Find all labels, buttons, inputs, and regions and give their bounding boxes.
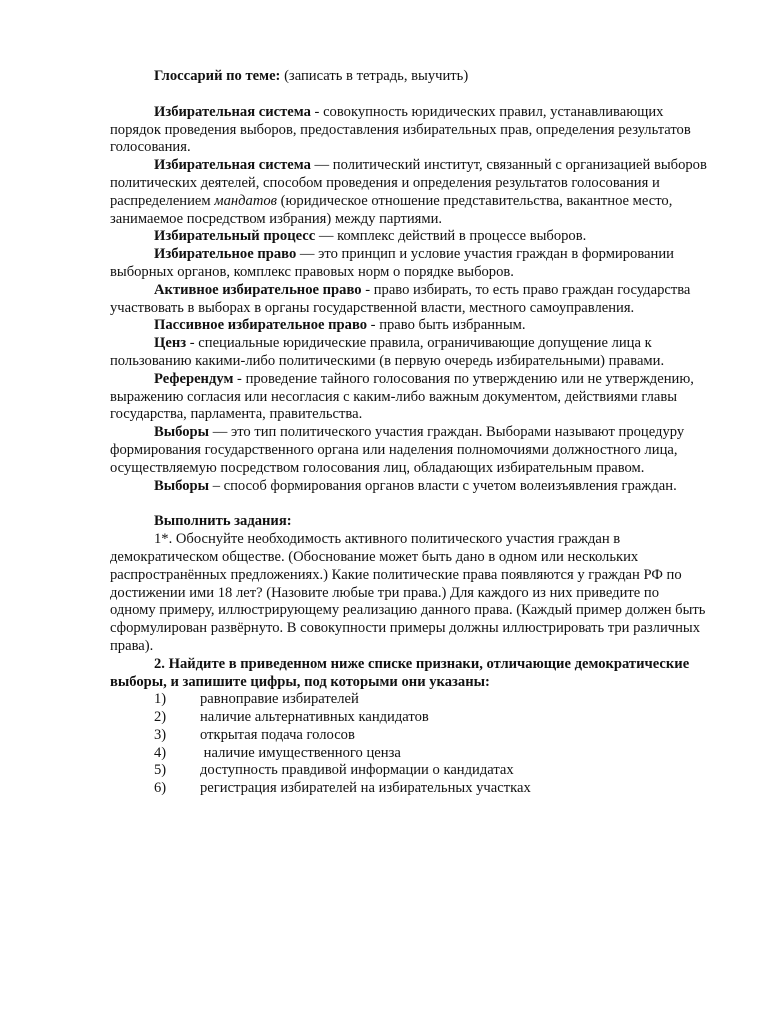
list-item-number: 1)	[154, 691, 167, 708]
list-item-text: наличие имущественного ценза	[200, 744, 401, 761]
glossary-entry: Референдум - проведение тайного голосования по утверждению или не утверждению, выражению согласия или несогласия с каким-либо важным документом, действиями главы государства, парламента, правительства.	[110, 370, 694, 423]
glossary-term: Избирательная система	[154, 157, 311, 174]
glossary-entry: Активное избирательное право - право избирать, то есть право граждан государства участвовать в выборах в органы государственной власти, местного самоуправления.	[110, 281, 691, 316]
glossary-term: Избирательное право	[154, 246, 297, 263]
glossary-definition: политический институт, связанный с организацией выборов политических деятелей, способом проведения и определения результатов голосования и распределением	[110, 157, 707, 209]
options-list	[110, 691, 708, 798]
glossary-term: Избирательный процесс	[154, 228, 316, 245]
glossary-term: Активное избирательное право	[154, 281, 362, 298]
list-item-number: 2)	[154, 709, 167, 726]
glossary-definition: это принцип и условие участия граждан в формировании выборных органов, комплекс правовых норм о порядке выборов.	[110, 246, 674, 280]
glossary-definition: комплекс действий в процессе выборов.	[337, 228, 587, 245]
list-item-number: 5)	[154, 762, 167, 779]
list-item	[110, 727, 708, 745]
glossary-entry: Выборы — это тип политического участия граждан. Выборами называют процедуру формирования государственного органа или наделения полномочиями должностного лица, осуществляемую посредством голосования лиц, обладающих избирательным правом.	[110, 424, 685, 476]
glossary-term: Пассивное избирательное право	[154, 317, 368, 334]
glossary-definition: специальные юридические правила, ограничивающие допущение лица к пользованию какими-либо политическими (в первую очередь избирательными) правами.	[110, 335, 665, 369]
document-page	[110, 68, 708, 798]
glossary-entry: Избирательное право — это принцип и условие участия граждан в формировании выборных органов, комплекс правовых норм о порядке выборов.	[110, 246, 674, 280]
list-item-text: доступность правдивой информации о кандидатах	[200, 762, 514, 779]
task-2	[110, 656, 708, 692]
tasks-title-line	[110, 513, 708, 531]
glossary-entry: Ценз - специальные юридические правила, ограничивающие допущение лица к пользованию какими-либо политическими (в первую очередь избирательными) правами.	[110, 335, 665, 369]
glossary-header	[110, 68, 708, 86]
list-item-number: 6)	[154, 780, 167, 797]
list-item-text: регистрация избирателей на избирательных участках	[200, 780, 531, 797]
glossary-definition: способ формирования органов власти с учетом волеизъявления граждан.	[223, 477, 677, 494]
glossary-term: Избирательная система	[154, 103, 311, 120]
glossary-definition: совокупность юридических правил, устанавливающих порядок проведения выборов, предоставления избирательных прав, определения результатов голосования.	[110, 103, 691, 156]
list-item	[110, 691, 708, 709]
glossary-title: Глоссарий по теме:	[154, 68, 281, 84]
task-1: 1*. Обоснуйте необходимость активного политического участия граждан в демократическом обществе. (Обоснование может быть дано в одном или нескольких распространённых предложениях.) Какие политические права появляются у граждан РФ по достижении ими 18 лет? (Назовите любые три права.) Для каждого из них приведите по одному примеру, иллюстрирующему реализацию данного права. (Каждый пример должен быть сформулирован развёрнуто. В совокупности примеры должны иллюстрировать три различных права).	[110, 531, 706, 654]
glossary-term: Ценз	[154, 335, 187, 352]
glossary-term: Выборы	[154, 477, 210, 494]
glossary-note: (записать в тетрадь, выучить)	[280, 68, 469, 84]
glossary-definition: право быть избранным.	[379, 317, 526, 334]
tasks-title: Выполнить задания:	[154, 513, 292, 530]
glossary-entry: Пассивное избирательное право - право быть избранным.	[154, 317, 526, 334]
list-item	[110, 745, 708, 763]
glossary-entry: Избирательный процесс — комплекс действий в процессе выборов.	[154, 228, 587, 245]
glossary-entry: Избирательная система - совокупность юридических правил, устанавливающих порядок проведения выборов, предоставления избирательных прав, определения результатов голосования.	[110, 103, 691, 156]
glossary-italic-term: мандатов	[214, 192, 277, 209]
list-item	[110, 780, 708, 798]
glossary-definition: право избирать, то есть право граждан государства участвовать в выборах в органы государственной власти, местного самоуправления.	[110, 281, 691, 316]
list-item-text: наличие альтернативных кандидатов	[200, 709, 429, 726]
list-item	[110, 762, 708, 780]
list-item	[110, 709, 708, 727]
glossary-term: Выборы	[154, 424, 210, 441]
list-item-text: открытая подача голосов	[200, 726, 355, 743]
glossary-definition: это тип политического участия граждан. Выборами называют процедуру формирования государственного органа или наделения полномочиями должностного лица, осуществляемую посредством голосования лиц, обладающих избирательным правом.	[110, 424, 685, 476]
glossary-entry: Выборы – способ формирования органов власти с учетом волеизъявления граждан.	[154, 477, 677, 494]
glossary-entry: Избирательная система — политический институт, связанный с организацией выборов политических деятелей, способом проведения и определения результатов голосования и распределением мандатов (юридическое отношение представительства, вакантное место, занимаемое посредством избрания) между партиями.	[110, 157, 707, 227]
task-2-text: 2. Найдите в приведенном ниже списке признаки, отличающие демократические выборы, и запишите цифры, под которыми они указаны:	[110, 655, 690, 690]
glossary-definition-cont: (юридическое отношение представительства, вакантное место, занимаемое посредством избрания) между партиями.	[110, 192, 673, 227]
list-item-text: равноправие избирателей	[200, 691, 359, 708]
glossary-term: Референдум	[154, 370, 234, 387]
list-item-number: 4)	[154, 744, 167, 761]
list-item-number: 3)	[154, 726, 167, 743]
glossary-definition: проведение тайного голосования по утверждению или не утверждению, выражению согласия или несогласия с каким-либо важным документом, действиями главы государства, парламента, правительства.	[110, 370, 694, 423]
